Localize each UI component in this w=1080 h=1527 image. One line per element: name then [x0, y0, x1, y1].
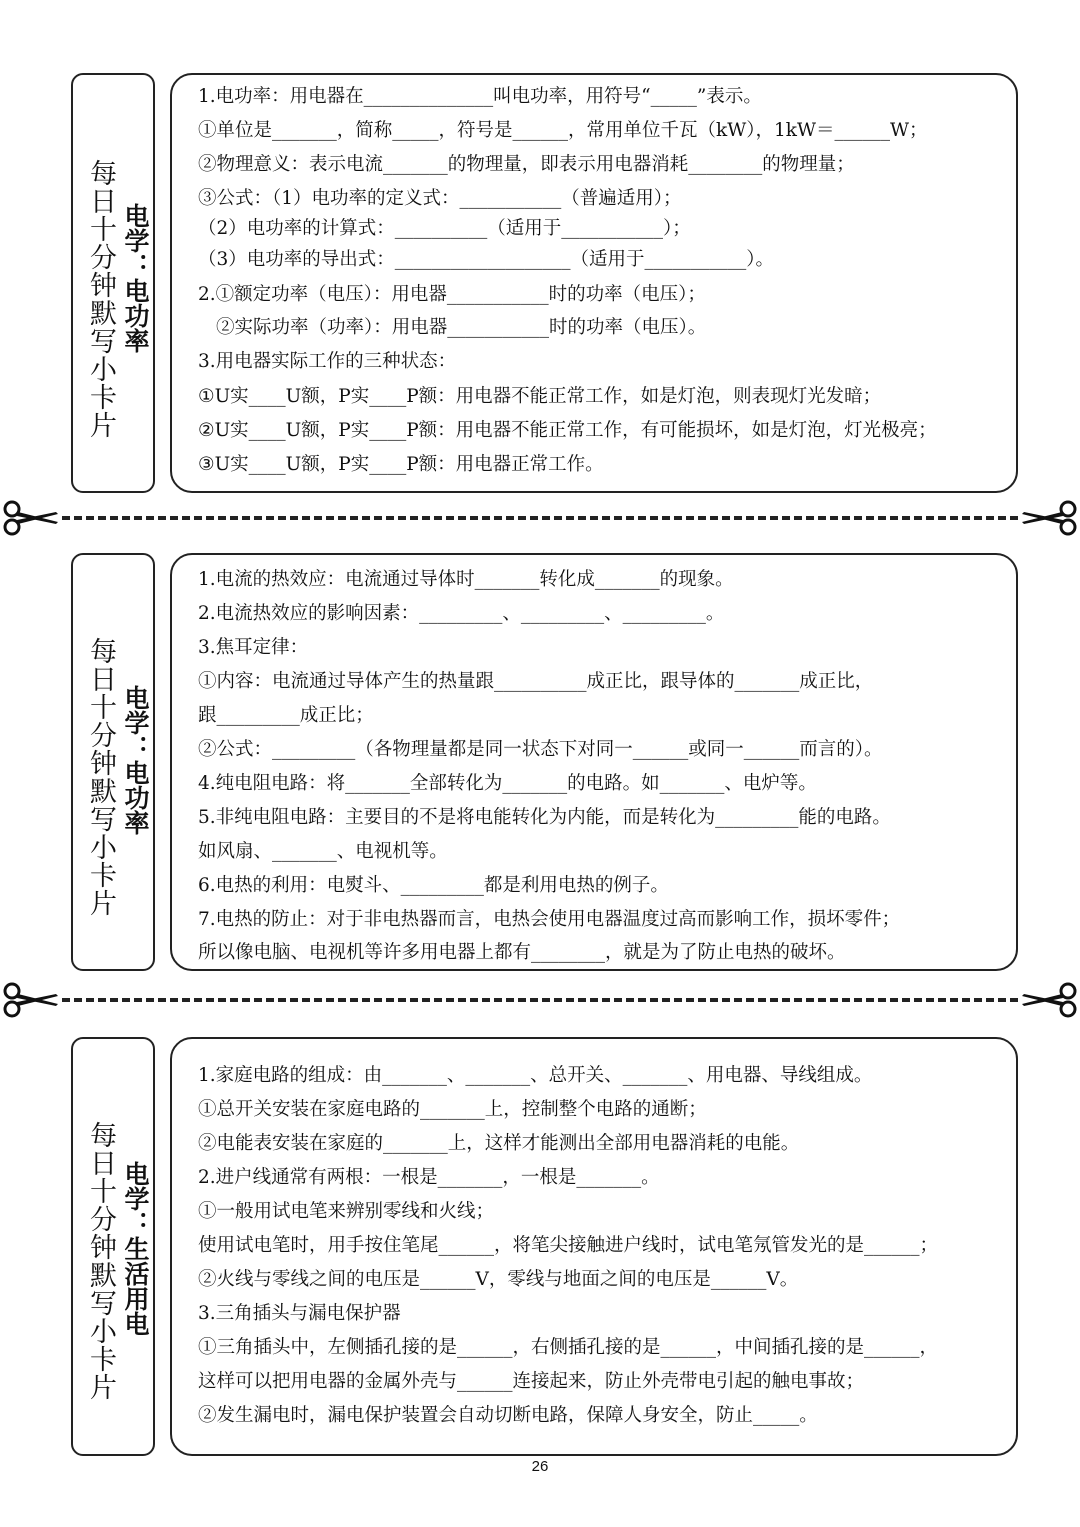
card-1-line-12: ③U实____U额，P实____P额：用电器正常工作。 — [198, 454, 604, 475]
card-2-line-6: ②公式：_________（各物理量都是同一状态下对同一______或同一______而言的）。 — [198, 739, 883, 760]
card-3-side-title: 每日十分钟默写小卡片 — [85, 1121, 116, 1401]
scissors-icon — [2, 500, 60, 536]
card-3-line-3: ②电能表安装在家庭的_______上，这样才能测出全部用电器消耗的电能。 — [198, 1133, 800, 1154]
cut-line-2 — [0, 980, 1080, 1020]
card-1-side-subtitle: 电学：电功率 — [121, 203, 150, 353]
card-3-line-6: 使用试电笔时，用手按住笔尾______，将笔尖接触进户线时，试电笔氖管发光的是______； — [198, 1235, 939, 1256]
card-3-side-label — [71, 1037, 155, 1456]
card-2-line-10: 6.电热的利用：电熨斗、_________都是利用电热的例子。 — [198, 875, 669, 896]
card-1-line-4: ③公式：（1）电功率的定义式：___________（普遍适用）； — [198, 188, 682, 209]
card-3-side-subtitle: 电学：生活用电 — [121, 1161, 150, 1336]
card-3-line-7: ②火线与零线之间的电压是______V，零线与地面之间的电压是______V。 — [198, 1269, 799, 1290]
card-1-line-7: 2.①额定功率（电压）：用电器___________时的功率（电压）； — [198, 284, 706, 305]
card-1-side-title: 每日十分钟默写小卡片 — [85, 159, 116, 439]
card-2-line-1: 1.电流的热效应：电流通过导体时_______转化成_______的现象。 — [198, 569, 734, 590]
card-1-line-5: （2）电功率的计算式：__________（适用于___________）； — [198, 218, 691, 239]
card-1-line-3: ②物理意义：表示电流_______的物理量，即表示用电器消耗________的物理量； — [198, 154, 855, 175]
card-1-line-8: ②实际功率（功率）：用电器___________时的功率（电压）。 — [216, 317, 707, 338]
card-2-line-2: 2.电流热效应的影响因素：_________、_________、_________。 — [198, 603, 725, 624]
card-1-content — [170, 73, 1018, 493]
card-1-line-9: 3.用电器实际工作的三种状态： — [198, 351, 457, 372]
card-1-line-10: ①U实____U额，P实____P额：用电器不能正常工作，如是灯泡，则表现灯光发暗； — [198, 386, 882, 407]
card-1-line-2: ①单位是_______，简称_____，符号是______，常用单位千瓦（kW），1kW＝______W； — [198, 120, 928, 141]
dashed-divider — [62, 998, 1018, 1002]
card-3-line-2: ①总开关安装在家庭电路的_______上，控制整个电路的通断； — [198, 1099, 707, 1120]
card-2-side-title: 每日十分钟默写小卡片 — [85, 637, 116, 917]
card-2-line-5: 跟_________成正比； — [198, 705, 374, 726]
card-2-line-11: 7.电热的防止：对于非电热器而言，电热会使用电器温度过高而影响工作，损坏零件； — [198, 909, 901, 930]
card-3-line-1: 1.家庭电路的组成：由_______、_______、总开关、_______、用电器、导线组成。 — [198, 1065, 873, 1086]
card-2-content — [170, 553, 1018, 971]
card-2-side-label — [71, 553, 155, 971]
card-1-line-1: 1.电功率：用电器在______________叫电功率，用符号“_____”表示。 — [198, 86, 762, 107]
scissors-icon — [1020, 500, 1078, 536]
cut-line-1 — [0, 498, 1080, 538]
card-1-line-6: （3）电功率的导出式：___________________（适用于___________）。 — [198, 249, 775, 270]
card-2-line-4: ①内容：电流通过导体产生的热量跟__________成正比，跟导体的_______成正比， — [198, 671, 874, 692]
card-3-line-4: 2.进户线通常有两根：一根是_______，一根是_______。 — [198, 1167, 660, 1188]
card-3-line-11: ②发生漏电时，漏电保护装置会自动切断电路，保障人身安全，防止_____。 — [198, 1405, 818, 1426]
card-3-line-9: ①三角插头中，左侧插孔接的是______，右侧插孔接的是______，中间插孔接的是______， — [198, 1337, 939, 1358]
card-3-content — [170, 1037, 1018, 1456]
card-3-line-5: ①一般用试电笔来辨别零线和火线； — [198, 1201, 495, 1222]
card-2-line-3: 3.焦耳定律： — [198, 637, 309, 658]
card-2-line-12: 所以像电脑、电视机等许多用电器上都有________，就是为了防止电热的破坏。 — [198, 942, 846, 963]
dashed-divider — [62, 516, 1018, 520]
page-number: 26 — [531, 1458, 549, 1475]
card-1-line-11: ②U实____U额，P实____P额：用电器不能正常工作，有可能损坏，如是灯泡，灯光极亮； — [198, 420, 937, 441]
scissors-icon — [1020, 982, 1078, 1018]
card-3-line-10: 这样可以把用电器的金属外壳与______连接起来，防止外壳带电引起的触电事故； — [198, 1371, 865, 1392]
card-2-line-8: 5.非纯电阻电路：主要目的不是将电能转化为内能，而是转化为_________能的电路。 — [198, 807, 891, 828]
scissors-icon — [2, 982, 60, 1018]
card-2-line-9: 如风扇、_______、电视机等。 — [198, 841, 448, 862]
card-1-side-label — [71, 73, 155, 493]
card-2-side-subtitle: 电学：电功率 — [121, 685, 150, 835]
card-3-line-8: 3.三角插头与漏电保护器 — [198, 1303, 401, 1324]
card-2-line-7: 4.纯电阻电路：将_______全部转化为_______的电路。如_______、电炉等。 — [198, 773, 817, 794]
